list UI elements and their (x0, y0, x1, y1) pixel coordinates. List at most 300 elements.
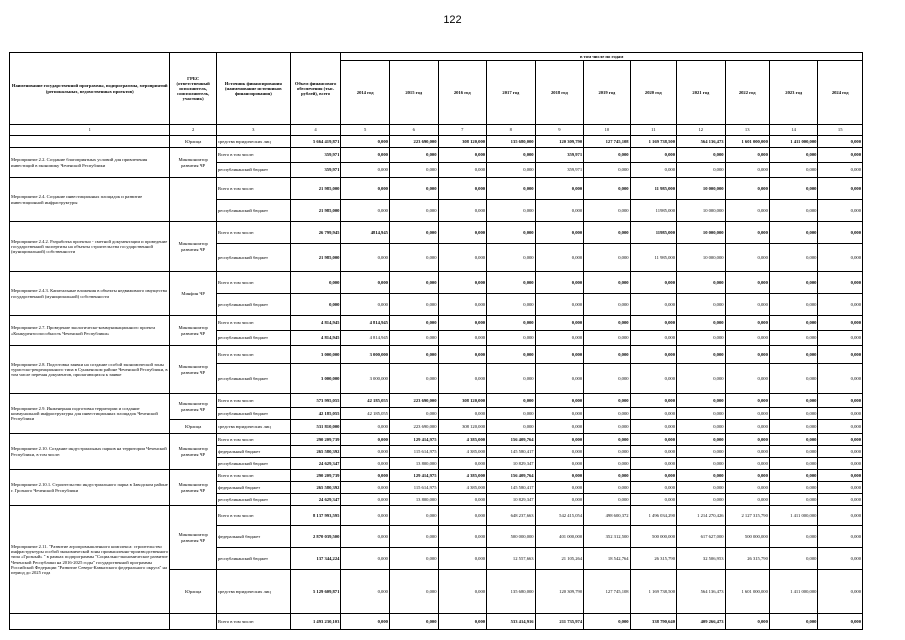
year-amount-cell: 542 415,054 (535, 506, 584, 526)
year-amount-cell: 4 385,000 (438, 482, 487, 494)
year-amount-cell: 0,000 (818, 364, 863, 394)
year-amount-cell: 500 000,000 (487, 526, 536, 548)
header-year-7: 2020 год (630, 61, 676, 125)
total-amount-cell: 290 209,739 (290, 470, 341, 482)
year-amount-cell: 0,000 (438, 506, 487, 526)
year-amount-cell: 0,000 (630, 458, 676, 470)
total-amount-cell: 290 209,739 (290, 434, 341, 446)
year-amount-cell: 211 735,974 (535, 614, 584, 630)
year-amount-cell: 0,000 (438, 548, 487, 570)
year-amount-cell: 0,000 (818, 222, 863, 244)
year-amount-cell: 0,000 (438, 331, 487, 346)
year-amount-cell: 26 315,790 (630, 548, 676, 570)
year-amount-cell: 0,000 (769, 178, 818, 200)
total-amount-cell: 21 985,000 (290, 244, 341, 272)
year-amount-cell: 401 000,000 (535, 526, 584, 548)
year-amount-cell: 0,000 (818, 434, 863, 446)
year-amount-cell: 0,000 (818, 148, 863, 163)
table-row (10, 148, 863, 163)
year-amount-cell: 0,000 (725, 272, 769, 294)
year-amount-cell: 359,971 (535, 163, 584, 178)
year-amount-cell: 0,000 (389, 526, 438, 548)
year-amount-cell: 0,000 (818, 136, 863, 148)
year-amount-cell: 11 985,000 (630, 178, 676, 200)
year-amount-cell: 0,000 (725, 408, 769, 420)
year-amount-cell: 0,000 (725, 200, 769, 222)
year-amount-cell: 0,000 (535, 331, 584, 346)
year-amount-cell: 10 829,347 (487, 458, 536, 470)
year-amount-cell: 0,000 (630, 331, 676, 346)
year-amount-cell: 0,000 (584, 458, 630, 470)
year-amount-cell: 3 000,000 (341, 346, 390, 364)
year-amount-cell: 0,000 (341, 136, 390, 148)
year-amount-cell: 10 000,000 (677, 200, 726, 222)
year-amount-cell: 0,000 (677, 420, 726, 434)
year-amount-cell: 0,000 (818, 294, 863, 316)
year-amount-cell: 0,000 (487, 420, 536, 434)
year-amount-cell: 4 385,000 (438, 434, 487, 446)
year-amount-cell: 0,000 (677, 272, 726, 294)
year-amount-cell: 409 266,473 (677, 614, 726, 630)
page-number: 122 (443, 14, 462, 26)
total-amount-cell: 3 000,000 (290, 346, 341, 364)
year-amount-cell: 0,000 (584, 420, 630, 434)
year-amount-cell: 0,000 (769, 614, 818, 630)
year-amount-cell: 0,000 (438, 526, 487, 548)
year-amount-cell: 0,000 (584, 272, 630, 294)
total-amount-cell: 5 129 609,871 (290, 570, 341, 614)
year-amount-cell: 0,000 (769, 294, 818, 316)
year-amount-cell: 0,000 (725, 420, 769, 434)
year-amount-cell: 145 580,417 (487, 446, 536, 458)
header-years-group: в том числе по годам (341, 53, 863, 61)
total-amount-cell: 573 995,055 (290, 394, 341, 408)
total-amount-cell: 21 985,000 (290, 178, 341, 200)
year-amount-cell: 0,000 (818, 548, 863, 570)
year-amount-cell: 0,000 (769, 331, 818, 346)
year-amount-cell: 1 169 738,500 (630, 136, 676, 148)
table-row (10, 614, 863, 630)
column-number: 10 (584, 125, 630, 136)
total-amount-cell: 2 870 039,500 (290, 526, 341, 548)
year-amount-cell: 0,000 (487, 178, 536, 200)
year-amount-cell: 0,000 (535, 420, 584, 434)
funding-source-cell: Всего в том числе: (216, 394, 290, 408)
year-amount-cell: 0,000 (725, 222, 769, 244)
table-row (10, 394, 863, 408)
program-name-cell: Мероприятие 2.10.1. Строительство индустриального парка в Заводском районе г. Грозного Чеченской Республики (10, 470, 170, 506)
year-amount-cell: 500 000,000 (725, 526, 769, 548)
total-amount-cell: 4 814,945 (290, 316, 341, 331)
year-amount-cell: 115 614,975 (389, 446, 438, 458)
year-amount-cell: 0,000 (584, 294, 630, 316)
year-amount-cell: 0,000 (535, 494, 584, 506)
table-row (10, 470, 863, 482)
year-amount-cell: 1 169 738,500 (630, 570, 676, 614)
year-amount-cell: 0,000 (630, 294, 676, 316)
year-amount-cell: 120 309,790 (535, 570, 584, 614)
year-amount-cell: 0,000 (584, 163, 630, 178)
grbs-cell: Минэкономтор развития ЧР (170, 148, 216, 178)
year-amount-cell: 1 411 000,000 (769, 506, 818, 526)
year-amount-cell: 0,000 (725, 294, 769, 316)
year-amount-cell: 0,000 (341, 506, 390, 526)
funding-source-cell: республиканский бюджет (216, 331, 290, 346)
year-amount-cell: 0,000 (389, 244, 438, 272)
year-amount-cell: 0,000 (389, 614, 438, 630)
year-amount-cell: 0,000 (535, 364, 584, 394)
total-amount-cell: 359,971 (290, 148, 341, 163)
total-amount-cell: 4 814,945 (290, 331, 341, 346)
funding-source-cell: республиканский бюджет (216, 494, 290, 506)
year-amount-cell: 0,000 (438, 458, 487, 470)
year-amount-cell: 0,000 (341, 272, 390, 294)
total-amount-cell: 26 799,945 (290, 222, 341, 244)
total-amount-cell: 24 629,347 (290, 458, 341, 470)
total-amount-cell: 0,000 (290, 272, 341, 294)
year-amount-cell: 0,000 (677, 346, 726, 364)
table-row (10, 506, 863, 526)
header-year-4: 2017 год (487, 61, 536, 125)
year-amount-cell: 11985,000 (630, 222, 676, 244)
year-amount-cell: 0,000 (769, 244, 818, 272)
year-amount-cell: 308 120,000 (438, 136, 487, 148)
year-amount-cell: 0,000 (341, 244, 390, 272)
funding-source-cell: федеральный бюджет (216, 482, 290, 494)
year-amount-cell: 0,000 (438, 408, 487, 420)
year-amount-cell: 0,000 (487, 200, 536, 222)
year-amount-cell: 0,000 (389, 408, 438, 420)
year-amount-cell: 0,000 (535, 200, 584, 222)
year-amount-cell: 127 745,108 (584, 136, 630, 148)
table-row (10, 346, 863, 364)
year-amount-cell: 0,000 (818, 163, 863, 178)
year-amount-cell: 0,000 (769, 408, 818, 420)
year-amount-cell: 10 000,000 (677, 222, 726, 244)
year-amount-cell: 564 136,473 (677, 136, 726, 148)
year-amount-cell: 115 614,975 (389, 482, 438, 494)
grbs-cell (170, 614, 216, 630)
year-amount-cell: 0,000 (487, 346, 536, 364)
year-amount-cell: 0,000 (818, 614, 863, 630)
grbs-cell: Минфин ЧР (170, 272, 216, 316)
year-amount-cell: 0,000 (769, 200, 818, 222)
year-amount-cell: 0,000 (584, 222, 630, 244)
funding-source-cell: республиканский бюджет (216, 200, 290, 222)
year-amount-cell: 0,000 (769, 526, 818, 548)
year-amount-cell: 0,000 (487, 222, 536, 244)
year-amount-cell: 0,000 (438, 316, 487, 331)
total-amount-cell: 5 664 419,871 (290, 136, 341, 148)
grbs-cell: Минэкономтор развития ЧР (170, 394, 216, 420)
year-amount-cell: 129 414,975 (389, 434, 438, 446)
year-amount-cell: 0,000 (677, 458, 726, 470)
year-amount-cell: 0,000 (725, 470, 769, 482)
program-name-cell (10, 136, 170, 148)
year-amount-cell: 0,000 (725, 434, 769, 446)
funding-source-cell: республиканский бюджет (216, 458, 290, 470)
year-amount-cell: 352 312,500 (584, 526, 630, 548)
year-amount-cell: 0,000 (535, 244, 584, 272)
total-amount-cell: 3 000,000 (290, 364, 341, 394)
header-year-9: 2022 год (725, 61, 769, 125)
header-program-name: Наименование государственной программы, подпрограммы, мероприятий (региональных, ведомственных проектов) (10, 53, 170, 125)
program-name-cell: Мероприятие 2.9. Инженерная подготовка территории и создание коммунальной инфраструктуры для инвестиционных площадок Чеченской Республики (10, 394, 170, 434)
year-amount-cell: 0,000 (438, 346, 487, 364)
year-amount-cell: 11985,000 (630, 200, 676, 222)
year-amount-cell: 11 985,000 (630, 244, 676, 272)
year-amount-cell: 0,000 (341, 526, 390, 548)
year-amount-cell: 533 414,916 (487, 614, 536, 630)
year-amount-cell: 4 814,945 (341, 316, 390, 331)
program-name-cell: Мероприятие 2.7. Проведение экологическо-коммуникационного проекта «Конкурентоспособность Чеченской Республики» (10, 316, 170, 346)
year-amount-cell: 0,000 (584, 614, 630, 630)
year-amount-cell: 359,971 (535, 148, 584, 163)
total-amount-cell: 359,971 (290, 163, 341, 178)
funding-source-cell: республиканский бюджет (216, 294, 290, 316)
year-amount-cell: 0,000 (584, 446, 630, 458)
year-amount-cell: 0,000 (769, 222, 818, 244)
year-amount-cell: 0,000 (630, 163, 676, 178)
funding-source-cell: Всего в том числе: (216, 434, 290, 446)
year-amount-cell: 0,000 (769, 272, 818, 294)
year-amount-cell: 500 000,000 (630, 526, 676, 548)
column-number: 9 (535, 125, 584, 136)
funding-source-cell: республиканский бюджет (216, 163, 290, 178)
year-amount-cell: 0,000 (389, 316, 438, 331)
year-amount-cell: 1 411 000,000 (769, 136, 818, 148)
year-amount-cell: 26 315,790 (725, 548, 769, 570)
year-amount-cell: 1 601 000,000 (725, 136, 769, 148)
year-amount-cell: 0,000 (535, 394, 584, 408)
year-amount-cell: 0,000 (341, 482, 390, 494)
header-year-6: 2019 год (584, 61, 630, 125)
year-amount-cell: 0,000 (535, 408, 584, 420)
year-amount-cell: 0,000 (769, 482, 818, 494)
program-name-cell: Мероприятие 2.4. Создание инвестиционных площадок и развитие инвестиционной инфраструктуры (10, 178, 170, 222)
year-amount-cell: 0,000 (535, 446, 584, 458)
year-amount-cell: 0,000 (389, 506, 438, 526)
funding-source-cell: Всего в том числе: (216, 506, 290, 526)
year-amount-cell: 0,000 (769, 446, 818, 458)
year-amount-cell: 0,000 (341, 420, 390, 434)
year-amount-cell: 0,000 (341, 614, 390, 630)
year-amount-cell: 0,000 (630, 446, 676, 458)
grbs-cell: Минэкономтор развития ЧР (170, 470, 216, 506)
year-amount-cell: 0,000 (818, 446, 863, 458)
year-amount-cell: 0,000 (818, 570, 863, 614)
year-amount-cell: 0,000 (584, 470, 630, 482)
year-amount-cell: 0,000 (584, 408, 630, 420)
year-amount-cell: 0,000 (769, 316, 818, 331)
grbs-cell: Юрлица (170, 420, 216, 434)
year-amount-cell: 498 600,372 (584, 506, 630, 526)
year-amount-cell: 564 136,473 (677, 570, 726, 614)
year-amount-cell: 10 000,000 (677, 244, 726, 272)
year-amount-cell: 338 790,640 (630, 614, 676, 630)
year-amount-cell: 0,000 (389, 178, 438, 200)
year-amount-cell: 145 580,417 (487, 482, 536, 494)
year-amount-cell: 0,000 (818, 244, 863, 272)
year-amount-cell: 0,000 (677, 470, 726, 482)
year-amount-cell: 0,000 (341, 148, 390, 163)
year-amount-cell: 0,000 (584, 331, 630, 346)
year-amount-cell: 0,000 (630, 316, 676, 331)
year-amount-cell: 0,000 (677, 331, 726, 346)
year-amount-cell: 0,000 (389, 148, 438, 163)
year-amount-cell: 0,000 (341, 434, 390, 446)
program-name-cell: Мероприятие 2.8. Подготовка заявки на создание особой экономической зоны туристско-рекреационного типа в Сунженском районе Чеченской Республики, в том числе перечня документов, прилагающихся к заявке (10, 346, 170, 394)
year-amount-cell: 0,000 (584, 394, 630, 408)
funding-source-cell: средства юридических лиц (216, 420, 290, 434)
year-amount-cell: 0,000 (438, 614, 487, 630)
year-amount-cell: 0,000 (584, 364, 630, 394)
year-amount-cell: 0,000 (725, 482, 769, 494)
program-name-cell: Мероприятие 2.4.2. Разработка проектно - сметной документации и проведение государственной экспертизы на объекты строительства государственной (муниципальной) собственности (10, 222, 170, 272)
year-amount-cell: 0,000 (818, 506, 863, 526)
year-amount-cell: 4 385,000 (438, 446, 487, 458)
year-amount-cell: 0,000 (677, 163, 726, 178)
total-amount-cell: 1 493 230,103 (290, 614, 341, 630)
year-amount-cell: 223 690,000 (389, 394, 438, 408)
total-amount-cell: 265 580,392 (290, 446, 341, 458)
year-amount-cell: 0,000 (535, 482, 584, 494)
year-amount-cell: 0,000 (677, 408, 726, 420)
year-amount-cell: 42 185,055 (341, 408, 390, 420)
year-amount-cell: 0,000 (438, 178, 487, 200)
year-amount-cell: 0,000 (725, 346, 769, 364)
year-amount-cell: 0,000 (535, 434, 584, 446)
year-amount-cell: 0,000 (535, 222, 584, 244)
year-amount-cell: 0,000 (535, 178, 584, 200)
year-amount-cell: 223 690,000 (389, 136, 438, 148)
year-amount-cell: 0,000 (818, 482, 863, 494)
header-year-11: 2024 год (818, 61, 863, 125)
year-amount-cell: 0,000 (725, 614, 769, 630)
year-amount-cell: 0,000 (769, 458, 818, 470)
year-amount-cell: 0,000 (438, 272, 487, 294)
year-amount-cell: 0,000 (818, 331, 863, 346)
year-amount-cell: 0,000 (487, 244, 536, 272)
year-amount-cell: 0,000 (487, 394, 536, 408)
year-amount-cell: 135 680,000 (487, 136, 536, 148)
grbs-cell: Юрлица (170, 570, 216, 614)
year-amount-cell: 0,000 (677, 364, 726, 394)
year-amount-cell: 10 829,347 (487, 494, 536, 506)
budget-table (9, 52, 863, 630)
year-amount-cell: 0,000 (818, 272, 863, 294)
header-year-10: 2023 год (769, 61, 818, 125)
year-amount-cell: 0,000 (677, 446, 726, 458)
year-amount-cell: 1 601 000,000 (725, 570, 769, 614)
year-amount-cell: 1 411 000,000 (769, 570, 818, 614)
year-amount-cell: 0,000 (769, 434, 818, 446)
year-amount-cell: 0,000 (487, 272, 536, 294)
year-amount-cell: 0,000 (630, 394, 676, 408)
year-amount-cell: 0,000 (584, 482, 630, 494)
year-amount-cell: 0,000 (769, 548, 818, 570)
year-amount-cell: 0,000 (438, 570, 487, 614)
year-amount-cell: 0,000 (389, 294, 438, 316)
funding-source-cell: Всего в том числе: (216, 316, 290, 331)
year-amount-cell: 0,000 (535, 316, 584, 331)
year-amount-cell: 0,000 (818, 494, 863, 506)
year-amount-cell: 0,000 (341, 470, 390, 482)
header-year-2: 2015 год (389, 61, 438, 125)
column-number: 7 (438, 125, 487, 136)
total-amount-cell: 0,000 (290, 294, 341, 316)
table-row (10, 434, 863, 446)
year-amount-cell: 648 237,663 (487, 506, 536, 526)
year-amount-cell: 0,000 (630, 408, 676, 420)
grbs-cell: Минэкономтор развития ЧР (170, 346, 216, 394)
header-grbs: ГРБС (ответственный исполнитель, соисполнитель, участник) (170, 53, 216, 125)
year-amount-cell: 0,000 (584, 244, 630, 272)
year-amount-cell: 21 105,264 (535, 548, 584, 570)
year-amount-cell: 0,000 (584, 434, 630, 446)
year-amount-cell: 0,000 (584, 178, 630, 200)
year-amount-cell: 0,000 (818, 526, 863, 548)
year-amount-cell: 0,000 (630, 148, 676, 163)
year-amount-cell: 0,000 (725, 148, 769, 163)
funding-source-cell: федеральный бюджет (216, 446, 290, 458)
year-amount-cell: 0,000 (818, 394, 863, 408)
funding-source-cell: федеральный бюджет (216, 526, 290, 548)
funding-source-cell: средства юридических лиц (216, 136, 290, 148)
year-amount-cell: 0,000 (818, 346, 863, 364)
year-amount-cell: 0,000 (535, 470, 584, 482)
year-amount-cell: 32 506,953 (677, 548, 726, 570)
year-amount-cell: 0,000 (584, 346, 630, 364)
year-amount-cell: 135 680,000 (487, 570, 536, 614)
year-amount-cell: 0,000 (818, 316, 863, 331)
year-amount-cell: 0,000 (677, 148, 726, 163)
year-amount-cell: 0,000 (584, 316, 630, 331)
year-amount-cell: 0,000 (677, 316, 726, 331)
year-amount-cell: 0,000 (487, 364, 536, 394)
year-amount-cell: 0,000 (630, 364, 676, 394)
year-amount-cell: 0,000 (725, 364, 769, 394)
column-number: 1 (10, 125, 170, 136)
year-amount-cell: 3 000,000 (341, 364, 390, 394)
year-amount-cell: 13 800,000 (389, 494, 438, 506)
year-amount-cell: 0,000 (389, 364, 438, 394)
year-amount-cell: 42 185,055 (341, 394, 390, 408)
year-amount-cell: 0,000 (438, 294, 487, 316)
year-amount-cell: 0,000 (630, 272, 676, 294)
year-amount-cell: 0,000 (535, 346, 584, 364)
program-name-cell: Мероприятие 2.10. Создание индустриальных парков на территории Чеченской Республики, в том числе: (10, 434, 170, 470)
year-amount-cell: 2 127 315,790 (725, 506, 769, 526)
column-number: 12 (677, 125, 726, 136)
column-number: 15 (818, 125, 863, 136)
year-amount-cell: 0,000 (725, 494, 769, 506)
grbs-cell: Минэкономтор развития ЧР (170, 222, 216, 272)
year-amount-cell: 18 542,764 (584, 548, 630, 570)
year-amount-cell: 0,000 (725, 331, 769, 346)
year-amount-cell: 0,000 (725, 178, 769, 200)
year-amount-cell: 0,000 (487, 316, 536, 331)
table-row (10, 222, 863, 244)
year-amount-cell: 0,000 (487, 163, 536, 178)
total-amount-cell: 531 810,000 (290, 420, 341, 434)
funding-source-cell: средства юридических лиц (216, 570, 290, 614)
year-amount-cell: 0,000 (818, 408, 863, 420)
year-amount-cell: 0,000 (725, 316, 769, 331)
year-amount-cell: 0,000 (769, 394, 818, 408)
year-amount-cell: 0,000 (725, 244, 769, 272)
funding-source-cell: Всего в том числе: (216, 614, 290, 630)
